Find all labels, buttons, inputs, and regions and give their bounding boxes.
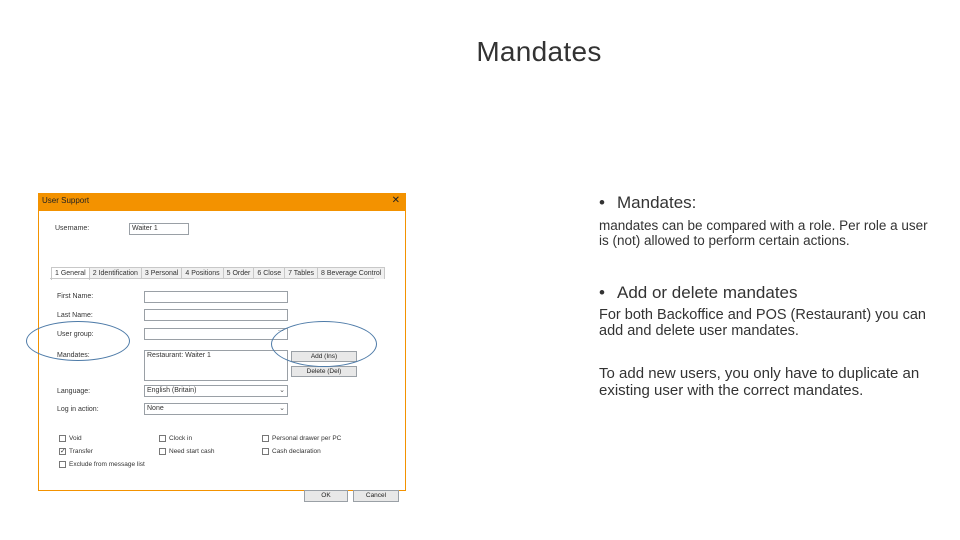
tab-order[interactable]: 5 Order [223,267,255,279]
new-users-note: To add new users, you only have to duplicate an existing user with the correct mandates. [599,365,920,399]
language-select[interactable] [144,385,288,397]
check-icon: ✓ [60,448,66,455]
username-label: Username: [55,225,90,232]
bullet-mandates [599,193,696,213]
bullet-dot: • [599,193,605,212]
language-value: English (Britain) [147,387,197,394]
dialog-title: User Support [42,196,90,205]
checkbox-label: Personal drawer per PC [272,435,342,442]
cancel-button[interactable]: Cancel [353,490,399,502]
add-mandate-button[interactable]: Add (Ins) [291,351,357,362]
mandates-highlight-ellipse [26,321,130,361]
checkbox-label: Need start cash [169,448,215,455]
checkbox-cash-declaration[interactable] [262,448,321,455]
dialog-titlebar [39,194,405,211]
tab-general[interactable]: 1 General [51,267,90,280]
checkbox-clock-in[interactable] [159,435,192,442]
bullet-dot: • [599,283,605,302]
mandates-label: Mandates: [57,352,90,359]
log-in-action-value: None [147,405,164,412]
checkbox-icon [262,448,269,455]
last-name-field[interactable] [144,309,288,321]
checkbox-icon [59,435,66,442]
first-name-field[interactable] [144,291,288,303]
tab-bar [51,267,384,278]
checkbox-personal-drawer[interactable] [262,435,341,442]
ok-button[interactable]: OK [304,490,348,502]
bullet-title: Mandates: [617,193,697,212]
tab-beverage-control[interactable]: 8 Beverage Control [317,267,385,279]
log-in-action-select[interactable] [144,403,288,415]
language-label: Language: [57,388,91,395]
checkbox-label: Transfer [69,448,93,455]
checkbox-icon [159,435,166,442]
log-in-action-label: Log in action: [57,406,99,413]
user-group-field[interactable] [144,328,288,340]
last-name-label: Last Name: [57,312,93,319]
checkbox-icon [59,461,66,468]
checkbox-label: Clock in [169,435,193,442]
tab-personal[interactable]: 3 Personal [141,267,182,279]
checkbox-icon [262,435,269,442]
checkbox-transfer[interactable] [59,448,93,455]
add-delete-description: For both Backoffice and POS (Restaurant) you can add and delete user mandates. [599,307,926,339]
delete-mandate-button[interactable]: Delete (Del) [291,366,357,377]
user-group-label: User group: [57,331,94,338]
checkbox-void[interactable] [59,435,82,442]
mandates-list[interactable]: Restaurant: Waiter 1 [144,350,288,381]
tab-positions[interactable]: 4 Positions [181,267,223,279]
close-icon[interactable]: ✕ [391,195,400,206]
first-name-label: First Name: [57,293,94,300]
checkbox-label: Void [69,435,82,442]
tab-identification[interactable]: 2 Identification [89,267,142,279]
buttons-highlight-ellipse [271,321,377,367]
checkbox-icon [159,448,166,455]
chevron-down-icon: ⌄ [279,405,285,412]
checkbox-label: Cash declaration [272,448,321,455]
tab-close[interactable]: 6 Close [253,267,285,279]
tab-tables[interactable]: 7 Tables [284,267,318,279]
user-group-browse-button[interactable]: ... [278,326,284,333]
checkbox-need-start-cash[interactable] [159,448,215,455]
checkbox-label: Exclude from message list [69,461,145,468]
username-field[interactable]: Waiter 1 [129,223,189,235]
bullet-add-delete [599,283,798,303]
chevron-down-icon: ⌄ [279,387,285,394]
slide-title: Mandates [476,36,602,67]
checkbox-exclude-message-list[interactable] [59,461,145,468]
bullet-title: Add or delete mandates [617,283,798,302]
mandates-description: mandates can be compared with a role. Per role a user is (not) allowed to perform certain actions. [599,218,928,248]
